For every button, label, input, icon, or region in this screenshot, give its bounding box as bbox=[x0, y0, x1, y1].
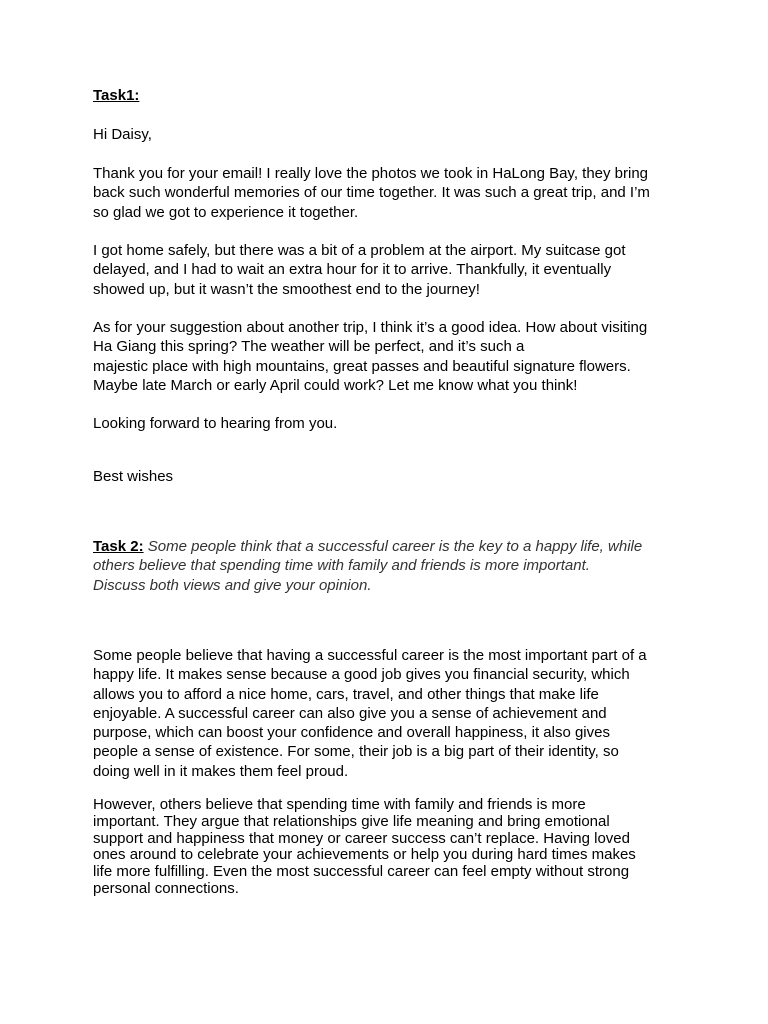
task2-question bbox=[93, 537, 673, 595]
email-paragraph-2 bbox=[93, 241, 673, 299]
text-line: important. They argue that relationships give life meaning and bring emotional bbox=[93, 812, 610, 830]
email-closing: Best wishes bbox=[93, 468, 174, 485]
email-paragraph-4 bbox=[93, 414, 673, 433]
text-line: life more fulfilling. Even the most successful career can feel empty without strong bbox=[93, 863, 630, 881]
text-line: support and happiness that money or career success can’t replace. Having loved bbox=[93, 829, 630, 847]
task2-label: Task 2: bbox=[93, 538, 144, 555]
text-line: Looking forward to hearing from you. bbox=[93, 415, 338, 432]
task2-prompt-line: Discuss both views and give your opinion. bbox=[93, 576, 372, 594]
text-line: showed up, but it wasn’t the smoothest end to the journey! bbox=[93, 280, 480, 298]
text-line: ones around to celebrate your achievements or help you during hard times makes bbox=[93, 846, 636, 864]
text-line: so glad we got to experience it together. bbox=[93, 203, 359, 221]
text-line: As for your suggestion about another trip, I think it’s a good idea. How about visiting bbox=[93, 319, 648, 336]
text-line: However, others believe that spending time with family and friends is more bbox=[93, 796, 586, 813]
text-line: allows you to afford a nice home, cars, travel, and other things that make life bbox=[93, 685, 599, 703]
text-line: doing well in it makes them feel proud. bbox=[93, 762, 349, 780]
text-line: personal connections. bbox=[93, 879, 239, 897]
text-line: people a sense of existence. For some, their job is a big part of their identity, so bbox=[93, 743, 619, 761]
task1-heading: Task1: bbox=[93, 87, 140, 104]
email-paragraph-1 bbox=[93, 164, 673, 222]
text-line: happy life. It makes sense because a good job gives you financial security, which bbox=[93, 666, 630, 684]
text-line: purpose, which can boost your confidence and overall happiness, it also gives bbox=[93, 724, 610, 742]
task2-prompt-line: others believe that spending time with family and friends is more important. bbox=[93, 557, 590, 575]
text-line: Ha Giang this spring? The weather will be perfect, and it’s such a bbox=[93, 338, 525, 356]
email-greeting: Hi Daisy, bbox=[93, 126, 152, 143]
task2-prompt-line: Some people think that a successful career is the key to a happy life, while bbox=[147, 538, 643, 555]
text-line: enjoyable. A successful career can also give you a sense of achievement and bbox=[93, 704, 607, 722]
text-line: Some people believe that having a successful career is the most important part of a bbox=[93, 647, 647, 664]
text-line: Maybe late March or early April could work? Let me know what you think! bbox=[93, 376, 578, 394]
text-line: I got home safely, but there was a bit of a problem at the airport. My suitcase got bbox=[93, 242, 626, 259]
text-line: delayed, and I had to wait an extra hour for it to arrive. Thankfully, it eventually bbox=[93, 261, 612, 279]
text-line: majestic place with high mountains, great passes and beautiful signature flowers. bbox=[93, 357, 631, 375]
text-line: back such wonderful memories of our time together. It was such a great trip, and I’m bbox=[93, 184, 650, 202]
task2-line-1 bbox=[93, 537, 673, 556]
essay-paragraph-2 bbox=[93, 797, 673, 898]
text-line: Thank you for your email! I really love the photos we took in HaLong Bay, they bring bbox=[93, 165, 649, 182]
email-paragraph-3 bbox=[93, 318, 673, 395]
essay-paragraph-1 bbox=[93, 646, 673, 781]
